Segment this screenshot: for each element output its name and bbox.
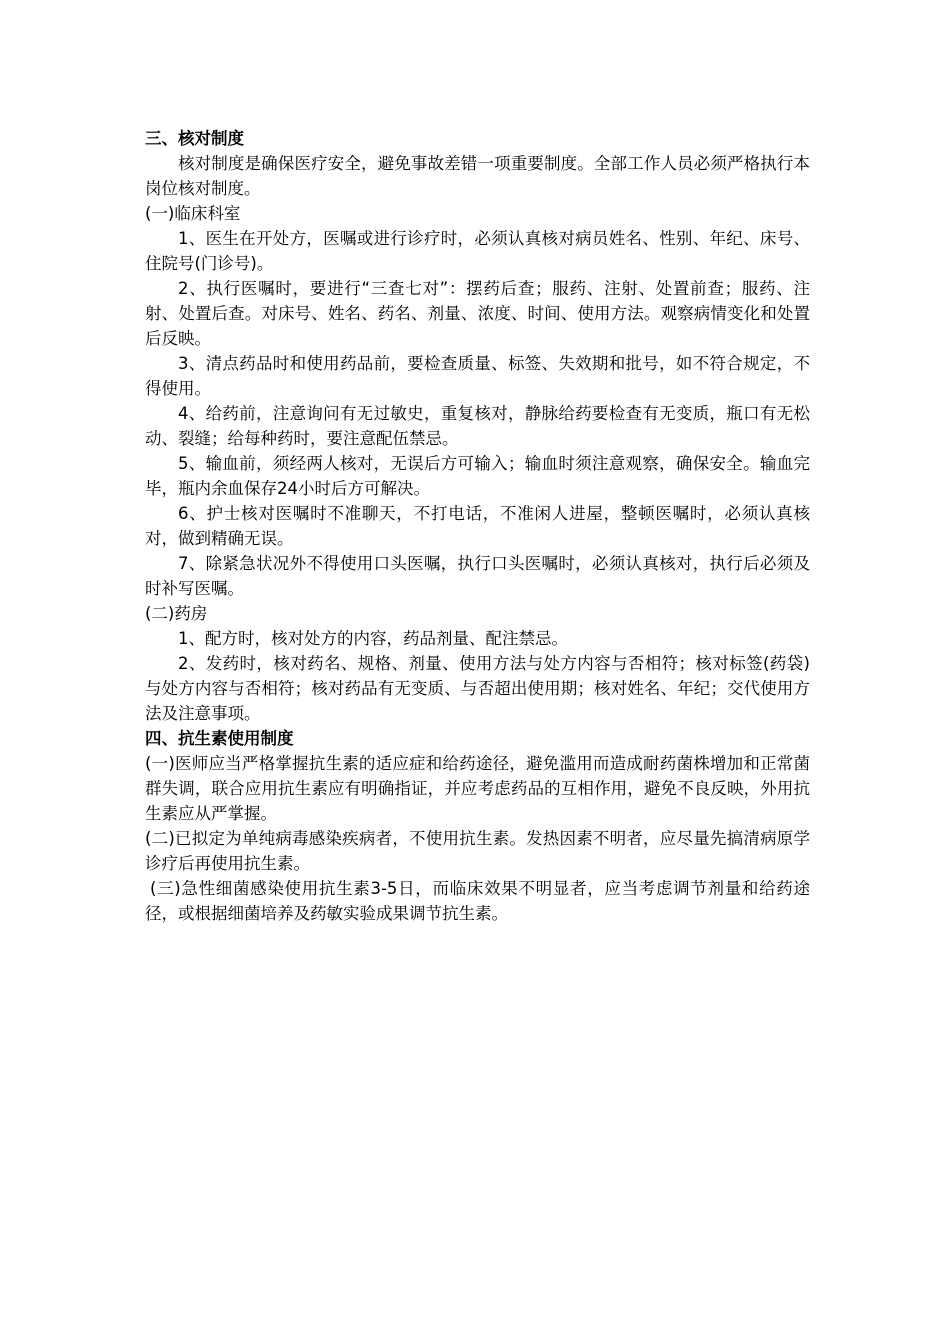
clinical-item-6: 6、护士核对医嘱时不准聊天，不打电话，不准闲人进屋，整顿医嘱时，必须认真核对，做到精确无误。 bbox=[145, 504, 810, 548]
section-4-heading: 四、抗生素使用制度 bbox=[145, 729, 294, 748]
antibiotic-item-3: (三)急性细菌感染使用抗生素3-5日，而临床效果不明显者，应当考虑调节剂量和给药途径，或根据细菌培养及药敏实验成果调节抗生素。 bbox=[145, 879, 810, 923]
clinical-item-7: 7、除紧急状况外不得使用口头医嘱，执行口头医嘱时，必须认真核对，执行后必须及时补写医嘱。 bbox=[145, 554, 810, 598]
pharmacy-item-2: 2、发药时，核对药名、规格、剂量、使用方法与处方内容与否相符；核对标签(药袋)与处方内容与否相符；核对药品有无变质、与否超出使用期；核对姓名、年纪；交代使用方法及注意事项。 bbox=[145, 654, 810, 723]
antibiotic-item-2: (二)已拟定为单纯病毒感染疾病者，不使用抗生素。发热因素不明者，应尽量先搞清病原学诊疗后再使用抗生素。 bbox=[145, 829, 810, 873]
clinical-item-1: 1、医生在开处方，医嘱或进行诊疗时，必须认真核对病员姓名、性别、年纪、床号、住院号(门诊号)。 bbox=[145, 229, 810, 273]
clinical-item-3: 3、清点药品时和使用药品前，要检查质量、标签、失效期和批号，如不符合规定，不得使用。 bbox=[145, 354, 810, 398]
section-3-heading: 三、核对制度 bbox=[145, 129, 244, 148]
section-3-intro: 核对制度是确保医疗安全，避免事故差错一项重要制度。全部工作人员必须严格执行本岗位核对制度。 bbox=[145, 154, 810, 198]
clinical-item-4: 4、给药前，注意询问有无过敏史，重复核对，静脉给药要检查有无变质，瓶口有无松动、裂缝；给每种药时，要注意配伍禁忌。 bbox=[145, 404, 810, 448]
clinical-item-5: 5、输血前，须经两人核对，无误后方可输入；输血时须注意观察，确保安全。输血完毕，瓶内余血保存24小时后方可解决。 bbox=[145, 454, 810, 498]
pharmacy-item-1: 1、配方时，核对处方的内容，药品剂量、配注禁忌。 bbox=[178, 629, 568, 648]
pharmacy-subheading: (二)药房 bbox=[145, 604, 208, 623]
clinical-subheading: (一)临床科室 bbox=[145, 204, 241, 223]
document-body bbox=[145, 126, 810, 926]
clinical-item-2: 2、执行医嘱时，要进行“三查七对”：摆药后查；服药、注射、处置前查；服药、注射、处置后查。对床号、姓名、药名、剂量、浓度、时间、使用方法。观察病情变化和处置后反映。 bbox=[145, 279, 810, 348]
antibiotic-item-1: (一)医师应当严格掌握抗生素的适应症和给药途径，避免滥用而造成耐药菌株增加和正常菌群失调，联合应用抗生素应有明确指证，并应考虑药品的互相作用，避免不良反映，外用抗生素应从严掌握。 bbox=[145, 754, 810, 823]
